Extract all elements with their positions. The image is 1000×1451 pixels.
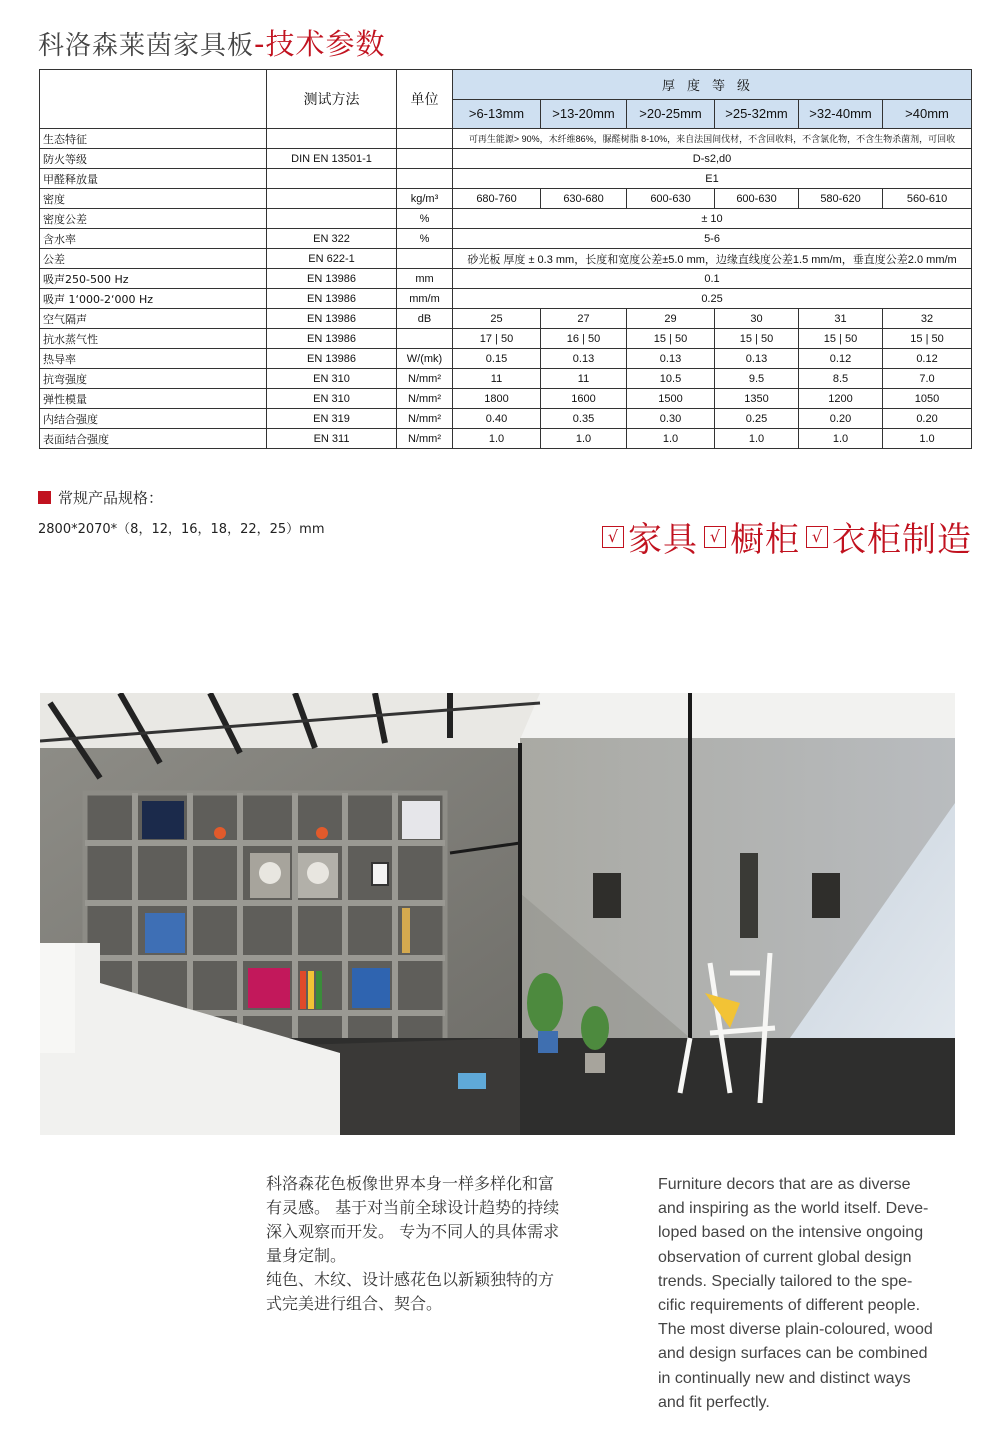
row-value: 1350 (715, 389, 799, 409)
paragraph-line: and design surfaces can be combined (658, 1345, 928, 1363)
row-label: 抗水蒸气性 (40, 329, 267, 349)
row-unit: W/(mk) (397, 349, 453, 369)
row-value: 680-760 (453, 189, 541, 209)
row-value: 0.13 (627, 349, 715, 369)
usage-item: 家具 (628, 520, 698, 560)
row-label: 抗弯强度 (40, 369, 267, 389)
table-row (40, 229, 972, 249)
row-unit (397, 129, 453, 149)
table-row (40, 289, 972, 309)
header-method: 测试方法 (267, 70, 397, 129)
row-unit (397, 249, 453, 269)
table-row (40, 349, 972, 369)
row-span-value: 5-6 (453, 229, 972, 249)
row-value: 1.0 (541, 429, 627, 449)
row-label: 含水率 (40, 229, 267, 249)
row-value: 15 | 50 (627, 329, 715, 349)
row-label: 热导率 (40, 349, 267, 369)
row-value: 0.12 (799, 349, 883, 369)
table-row (40, 389, 972, 409)
row-span-value: ± 10 (453, 209, 972, 229)
thickness-col-2: >13-20mm (541, 99, 627, 129)
row-value: 0.13 (715, 349, 799, 369)
row-label: 吸声 1‘000-2‘000 Hz (40, 289, 267, 309)
row-value: 0.25 (715, 409, 799, 429)
table-row (40, 329, 972, 349)
row-value: 7.0 (883, 369, 972, 389)
checkbox-icon: √ (704, 526, 726, 548)
row-span-value: 0.25 (453, 289, 972, 309)
row-unit: % (397, 229, 453, 249)
row-method: EN 322 (267, 229, 397, 249)
paragraph-line: 深入观察而开发。 专为不同人的具体需求 (266, 1222, 560, 1241)
row-unit: N/mm² (397, 409, 453, 429)
row-value: 1500 (627, 389, 715, 409)
paragraph-line: 量身定制。 (266, 1246, 347, 1265)
row-value: 17 | 50 (453, 329, 541, 349)
paragraph-line: observation of current global design (658, 1248, 912, 1266)
row-label: 密度公差 (40, 209, 267, 229)
table-row (40, 129, 972, 149)
row-unit: % (397, 209, 453, 229)
row-method: EN 311 (267, 429, 397, 449)
technical-parameters-table (39, 69, 972, 449)
row-unit (397, 169, 453, 189)
row-method (267, 189, 397, 209)
table-row (40, 209, 972, 229)
thickness-col-1: >6-13mm (453, 99, 541, 129)
row-unit: dB (397, 309, 453, 329)
row-label: 密度 (40, 189, 267, 209)
paragraph-line: cific requirements of different people. (658, 1297, 921, 1315)
row-method (267, 169, 397, 189)
row-value: 600-630 (627, 189, 715, 209)
table-row (40, 269, 972, 289)
description-chinese (266, 1172, 576, 1316)
row-value: 15 | 50 (883, 329, 972, 349)
interior-photo (40, 693, 955, 1135)
row-value: 1200 (799, 389, 883, 409)
title-accent: -技术参数 (254, 27, 386, 61)
header-unit: 单位 (397, 70, 453, 129)
row-value: 15 | 50 (799, 329, 883, 349)
row-value: 1.0 (799, 429, 883, 449)
row-value: 1600 (541, 389, 627, 409)
row-value: 1.0 (715, 429, 799, 449)
table-row (40, 409, 972, 429)
checkbox-icon: √ (806, 526, 828, 548)
row-label: 甲醛释放量 (40, 169, 267, 189)
paragraph-line: in continually new and distinct ways (658, 1369, 911, 1387)
row-method: EN 622-1 (267, 249, 397, 269)
title-main: 科洛森莱茵家具板 (38, 31, 255, 61)
row-method: EN 13986 (267, 269, 397, 289)
row-unit: mm (397, 269, 453, 289)
usage-item: 衣柜制造 (832, 520, 972, 560)
row-value: 16 | 50 (541, 329, 627, 349)
row-value: 25 (453, 309, 541, 329)
row-value: 11 (541, 369, 627, 389)
row-method (267, 129, 397, 149)
page-title (38, 22, 385, 63)
row-method: EN 310 (267, 389, 397, 409)
paragraph-line: and inspiring as the world itself. Deve- (658, 1200, 929, 1218)
product-size: 2800*2070*（8，12，16，18，22，25）mm (38, 522, 325, 537)
row-method: EN 13986 (267, 289, 397, 309)
table-row (40, 189, 972, 209)
row-label: 表面结合强度 (40, 429, 267, 449)
row-value: 1.0 (453, 429, 541, 449)
row-span-value: 0.1 (453, 269, 972, 289)
thickness-col-4: >25-32mm (715, 99, 799, 129)
row-value: 560-610 (883, 189, 972, 209)
row-method: EN 13986 (267, 349, 397, 369)
paragraph-line: 科洛森花色板像世界本身一样多样化和富 (266, 1174, 555, 1193)
row-unit: mm/m (397, 289, 453, 309)
row-value: 630-680 (541, 189, 627, 209)
table-body (40, 129, 972, 449)
paragraph-line: and fit perfectly. (658, 1393, 770, 1411)
row-unit: N/mm² (397, 369, 453, 389)
row-value: 0.15 (453, 349, 541, 369)
row-label: 生态特征 (40, 129, 267, 149)
row-value: 0.35 (541, 409, 627, 429)
thickness-col-6: >40mm (883, 99, 972, 129)
header-thickness-grade: 厚度等级 (453, 70, 972, 100)
paragraph-line: The most diverse plain-coloured, wood (658, 1321, 933, 1339)
row-span-value: 砂光板 厚度 ± 0.3 mm，长度和宽度公差±5.0 mm，边缘直线度公差1.5 mm/m，垂直度公差2.0 mm/m (453, 249, 972, 269)
table-row (40, 369, 972, 389)
table-row (40, 249, 972, 269)
table-row (40, 169, 972, 189)
row-value: 29 (627, 309, 715, 329)
thickness-col-5: >32-40mm (799, 99, 883, 129)
row-value: 9.5 (715, 369, 799, 389)
row-value: 1.0 (627, 429, 715, 449)
row-method: EN 310 (267, 369, 397, 389)
red-square-marker (38, 491, 51, 504)
row-label: 防火等级 (40, 149, 267, 169)
row-unit: N/mm² (397, 389, 453, 409)
row-unit (397, 329, 453, 349)
row-value: 15 | 50 (715, 329, 799, 349)
row-value: 0.20 (883, 409, 972, 429)
header-blank (40, 70, 267, 129)
row-method: EN 13986 (267, 309, 397, 329)
row-label: 公差 (40, 249, 267, 269)
usage-item: 橱柜 (730, 520, 800, 560)
row-value: 0.13 (541, 349, 627, 369)
paragraph-line: 纯色、木纹、设计感花色以新颖独特的方 (266, 1270, 555, 1289)
row-unit: N/mm² (397, 429, 453, 449)
row-method: DIN EN 13501-1 (267, 149, 397, 169)
row-value: 0.30 (627, 409, 715, 429)
row-method (267, 209, 397, 229)
row-method: EN 13986 (267, 329, 397, 349)
row-value: 1800 (453, 389, 541, 409)
row-span-value: E1 (453, 169, 972, 189)
spec-heading-text: 常规产品规格： (58, 489, 164, 507)
paragraph-line: 有灵感。 基于对当前全球设计趋势的持续 (266, 1198, 560, 1217)
row-label: 内结合强度 (40, 409, 267, 429)
row-value: 600-630 (715, 189, 799, 209)
row-value: 580-620 (799, 189, 883, 209)
row-label: 空气隔声 (40, 309, 267, 329)
checkbox-icon: √ (602, 526, 624, 548)
row-span-value: D-s2,d0 (453, 149, 972, 169)
row-value: 1.0 (883, 429, 972, 449)
row-value: 32 (883, 309, 972, 329)
row-value: 27 (541, 309, 627, 329)
row-method: EN 319 (267, 409, 397, 429)
usage-list (602, 512, 978, 561)
row-value: 1050 (883, 389, 972, 409)
paragraph-line: trends. Specially tailored to the spe- (658, 1272, 913, 1290)
row-value: 0.20 (799, 409, 883, 429)
row-label: 弹性模量 (40, 389, 267, 409)
paragraph-line: loped based on the intensive ongoing (658, 1224, 924, 1242)
row-value: 0.12 (883, 349, 972, 369)
row-unit (397, 149, 453, 169)
table-row (40, 149, 972, 169)
row-value: 10.5 (627, 369, 715, 389)
row-unit: kg/m³ (397, 189, 453, 209)
row-span-value: 可再生能源> 90%，木纤维86%，脲醛树脂 8-10%，来自法国间伐材，不含回收料，不含氯化物，不含生物杀菌剂，可回收 (453, 129, 972, 149)
row-value: 30 (715, 309, 799, 329)
row-value: 11 (453, 369, 541, 389)
row-label: 吸声250-500 Hz (40, 269, 267, 289)
paragraph-line: Furniture decors that are as diverse (658, 1176, 911, 1193)
row-value: 31 (799, 309, 883, 329)
product-spec-heading (38, 487, 163, 508)
paragraph-line: 式完美进行组合、契合。 (266, 1294, 443, 1313)
table-row (40, 429, 972, 449)
table-row (40, 309, 972, 329)
thickness-col-3: >20-25mm (627, 99, 715, 129)
description-english (658, 1173, 968, 1415)
row-value: 8.5 (799, 369, 883, 389)
row-value: 0.40 (453, 409, 541, 429)
